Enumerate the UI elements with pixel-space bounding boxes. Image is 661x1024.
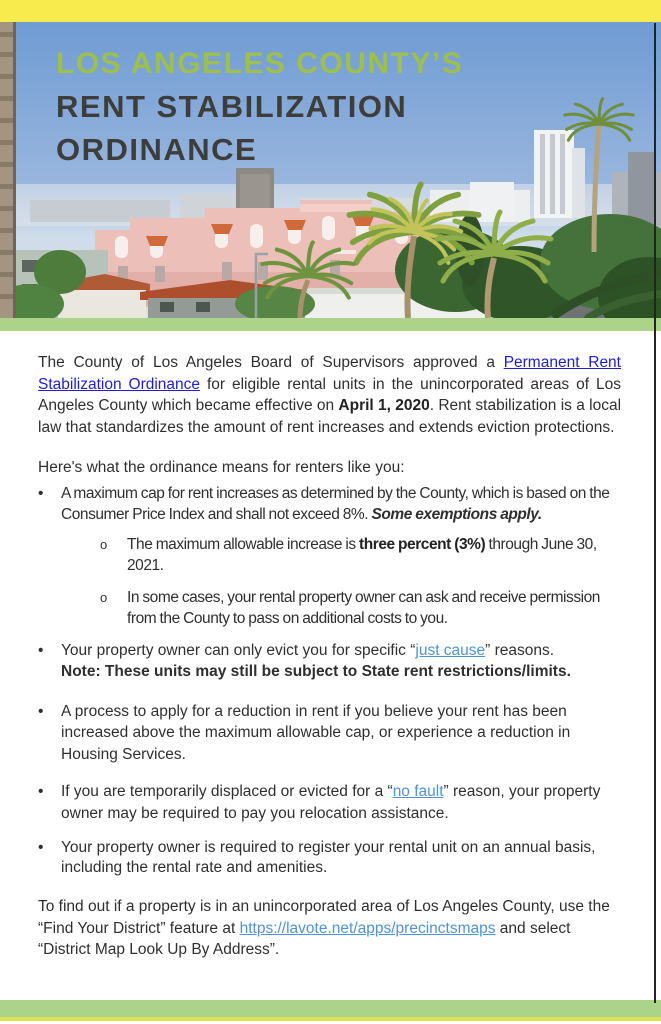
page-title-line3: ORDINANCE	[56, 132, 258, 167]
bullet-max-cap	[38, 483, 621, 526]
annual-registration-text: Your property owner is required to register your rental unit on an annual basis, including the rental rate and amenities.	[61, 839, 596, 876]
left-palm-trunk	[0, 22, 16, 318]
max-cap-text: A maximum cap for rent increases as determined by the County, which is based on the Consumer Price Index and shall not exceed 8%.	[61, 484, 610, 523]
bullet-no-fault	[38, 781, 621, 824]
green-divider-bar	[0, 318, 661, 331]
bottom-green-bar	[0, 1000, 661, 1017]
no-fault-post: ” reason, your property owner may be required to pay you relocation assistance.	[61, 783, 601, 822]
intro-text-2: for eligible rental units in the unincorporated areas of Los Angeles County which became effective on	[38, 375, 621, 414]
intro-paragraph	[38, 352, 621, 438]
footer-text-2: and select “District Map Look Up By Address”.	[38, 919, 571, 958]
sub-bullet-three-percent	[100, 534, 621, 577]
renters-lead-line: Here's what the ordinance means for renters like you:	[38, 459, 405, 476]
just-cause-link[interactable]: just cause	[415, 641, 486, 659]
state-restrictions-note: Note: These units may still be subject to State rent restrictions/limits.	[61, 663, 571, 680]
intro-text-3: . Rent stabilization is a local law that standardizes the amount of rent increases and extends eviction protections.	[38, 397, 622, 436]
hero-title-block	[56, 42, 463, 171]
no-fault-block	[61, 781, 621, 824]
bullet-annual-registration	[38, 838, 621, 878]
sub-bullet-marker: o	[100, 589, 107, 605]
sub-bullet-marker: o	[100, 536, 107, 552]
no-fault-pre: If you are temporarily displaced or evicted for a “	[61, 783, 393, 800]
just-cause-post: ” reasons.	[485, 641, 555, 659]
no-fault-link[interactable]: no fault	[392, 783, 444, 800]
bullet-marker: •	[38, 783, 44, 800]
permanent-ordinance-link[interactable]: Permanent Rent Stabilization Ordinance	[38, 354, 621, 393]
document-body	[0, 331, 661, 961]
page-edge-scan-line	[654, 23, 656, 1003]
footer-text-1: To find out if a property is in an unincorporated area of Los Angeles County, use the “Find Your District” feature at	[38, 898, 610, 937]
three-percent-bold: three percent (3%)	[359, 535, 486, 553]
bullet-just-cause	[38, 640, 621, 683]
bullet-marker: •	[38, 702, 44, 720]
bottom-yellow-line	[0, 1017, 661, 1021]
hero-section	[0, 22, 661, 318]
page-title-line2: RENT STABILIZATION	[56, 89, 408, 124]
bullet-marker: •	[38, 484, 43, 502]
exemptions-emphasis: Some exemptions apply.	[371, 506, 542, 523]
just-cause-block	[61, 640, 571, 683]
three-percent-post: through June 30, 2021.	[127, 535, 597, 574]
bullet-marker: •	[38, 641, 44, 659]
three-percent-text	[127, 534, 621, 577]
page-title-line1: LOS ANGELES COUNTY’S	[56, 47, 464, 80]
bullet-marker: •	[38, 839, 44, 856]
pass-costs-text: In some cases, your rental property owner can ask and receive permission from the County to pass on additional costs to you.	[127, 588, 600, 627]
bullet-rent-reduction	[38, 701, 621, 766]
bullet-max-cap-text	[61, 483, 621, 526]
footer-paragraph	[38, 896, 621, 961]
three-percent-pre: The maximum allowable increase is	[127, 535, 360, 553]
just-cause-pre: Your property owner can only evict you for specific “	[61, 641, 416, 659]
intro-text-1: The County of Los Angeles Board of Supervisors approved a	[38, 354, 504, 371]
lavote-precinctsmaps-link[interactable]: https://lavote.net/apps/precinctsmaps	[239, 919, 496, 937]
rent-reduction-text: A process to apply for a reduction in rent if you believe your rent has been increased above the maximum allowable cap, or experience a reduction in Housing Services.	[61, 702, 571, 763]
top-yellow-banner	[0, 0, 661, 22]
effective-date: April 1, 2020	[338, 397, 430, 414]
sub-bullet-pass-costs	[100, 587, 621, 630]
